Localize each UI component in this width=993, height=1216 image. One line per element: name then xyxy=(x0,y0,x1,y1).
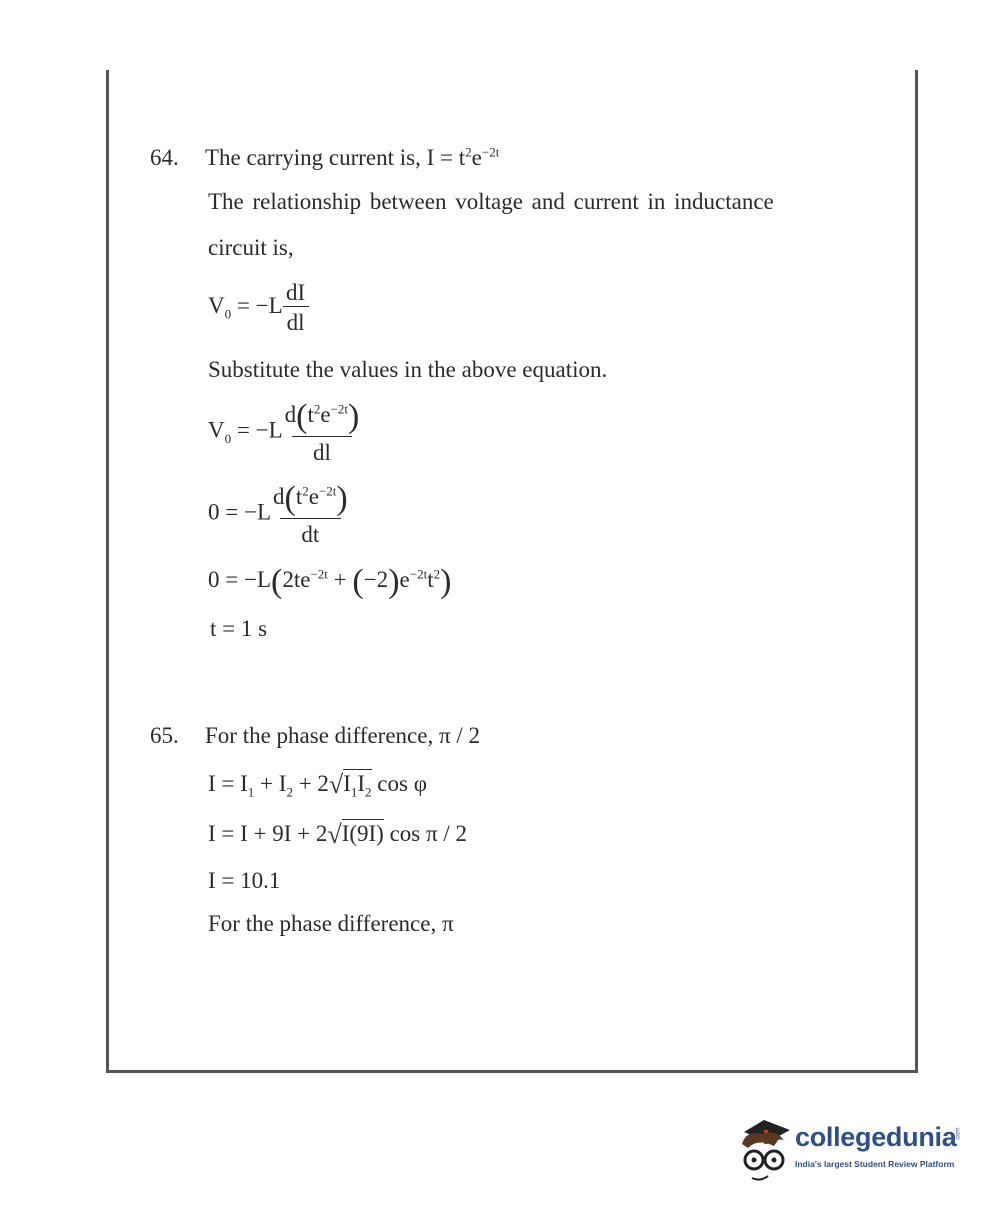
q65-phase1-value: π / 2 xyxy=(438,723,480,748)
q65-phase2-value: π xyxy=(441,911,454,936)
q65-phase2 xyxy=(208,912,454,935)
q65-phase1-label: For the phase difference, xyxy=(205,723,434,748)
q64-eq1: $V_0 = -L$ $\frac{dI}{dl}$ xyxy=(208,281,309,334)
q65-phase2-label: For the phase difference, xyxy=(208,911,437,936)
brand-suffix: .com xyxy=(955,1127,962,1141)
q64-number: 64. xyxy=(150,145,179,170)
q64-eq3: 0 = −L $\frac{d(t^2e^{-2t})}{dt}$ xyxy=(208,480,348,547)
q65-eq1: $I = I_1 + I_2 + 2√I_1I_2$ cos φ xyxy=(208,770,427,800)
q64-intro-formula: $I = t^2e^{-2t}$ xyxy=(426,144,500,170)
q64-eq2: $V_0 = -L$ $\frac{d(t^2e^{-2t})}{dl}$ xyxy=(208,398,360,465)
q64-answer: t = 1 s xyxy=(210,616,268,641)
q64-intro xyxy=(205,146,499,169)
q65-eq3: I = 10.1 xyxy=(208,868,281,893)
q65-number: 65. xyxy=(150,723,179,748)
brand-tagline: India's largest Student Review Platform xyxy=(795,1159,955,1169)
q64-intro-lead: The carrying current is, xyxy=(205,145,421,170)
q64-substitute: Substitute the values in the above equation. xyxy=(208,357,608,382)
q65-phase1 xyxy=(205,724,480,747)
q65-eq2: I = I + 9I + 2√I(9I) cos π / 2 xyxy=(208,820,467,849)
q64-relation-2: circuit is, xyxy=(208,235,294,260)
brand-name: collegedunia xyxy=(795,1122,957,1152)
q64-relation: The relationship between voltage and current in inductance xyxy=(208,189,774,214)
q64-eq4: $0 = -L(2te^{-2t} + (-2)e^{-2t}t^2)$ xyxy=(208,563,452,600)
